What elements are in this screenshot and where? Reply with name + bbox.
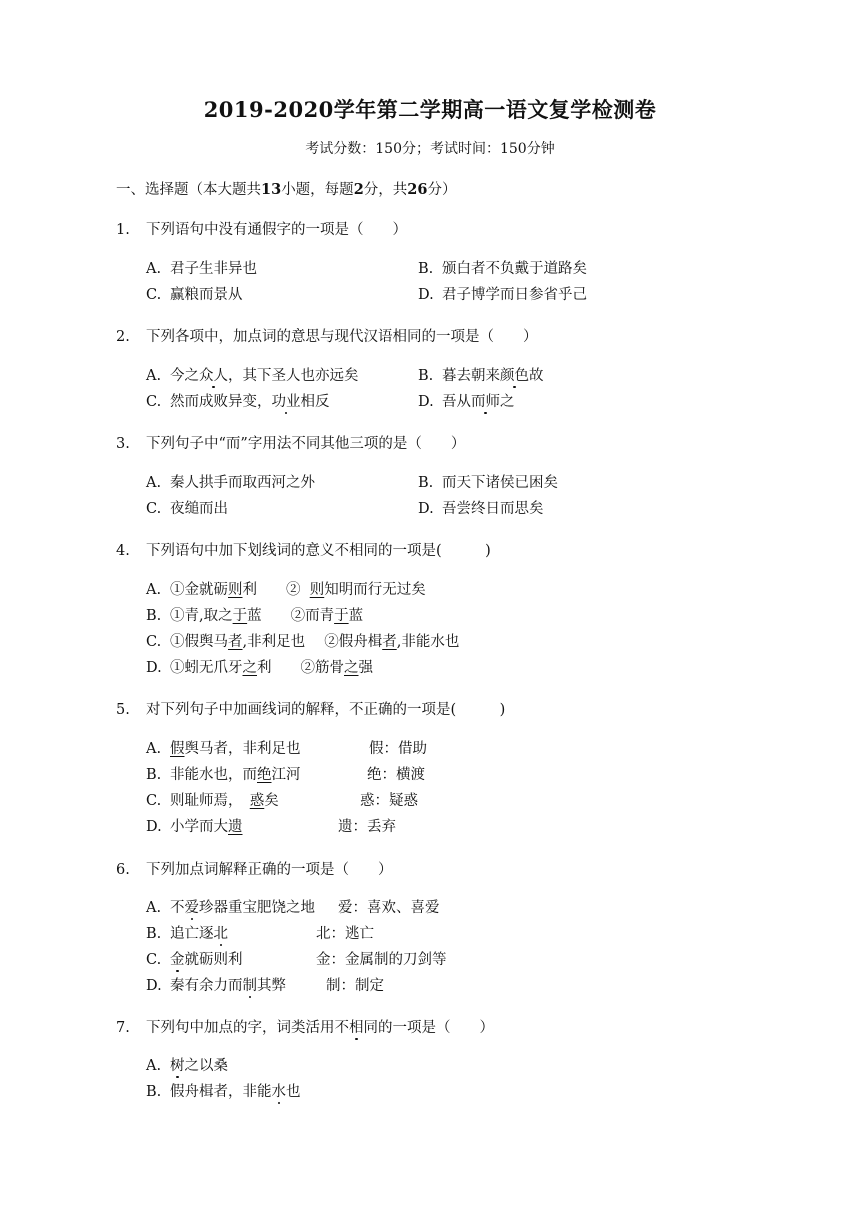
option-b: B. 非能水也，而绝江河 绝：横渡 [146,762,706,788]
question-2-options [146,363,706,415]
dotted-word: 爱 [184,900,199,916]
option-a: A. 假舆马者，非利足也 假：借助 [146,736,706,762]
option-d: D. ①蚓无爪牙之利 ②筋骨之强 [146,660,373,676]
option-a: A. 今之众人，其下圣人也亦远矣 [146,368,359,384]
gloss: 北：逃亡 [316,926,374,942]
option-d: D. 吾从而师之 [418,394,515,410]
option-d: D. 秦有余力而制其弊 制：制定 [146,973,706,999]
dotted-word: 众人 [199,368,228,384]
underlined-word: 于 [334,608,349,624]
underlined-word: 于 [232,608,248,624]
option-a: A. ①金就砺则利 ② 则知明而行无过矣 [146,582,426,598]
gloss: 遗：丢弃 [338,819,396,835]
underlined-word: 假 [170,741,185,757]
option-b: B. 追亡逐北 北：逃亡 [146,921,706,947]
question-1-stem: 1. 下列语句中没有通假字的一项是（ ） [116,222,407,238]
option-d: D. 小学而大遗 遗：丢弃 [146,814,706,840]
dotted-word: 制 [242,978,257,994]
question-6-stem: 6. 下列加点词解释正确的一项是（ ） [116,862,393,878]
underlined-word: 者 [382,634,397,650]
question-6-options [146,895,706,999]
question-4-options [146,577,706,681]
question-2-stem: 2. 下列各项中，加点词的意思与现代汉语相同的一项是（ ） [116,329,538,345]
option-b: B. 假舟楫者，非能水也 [146,1084,301,1100]
question-3-stem: 3. 下列句子中“而”字用法不同其他三项的是（ ） [116,436,466,452]
underlined-word: 则 [228,582,243,598]
dotted-word: 不相同 [334,1020,378,1036]
option-c: C. 金就砺则利 金：金属制的刀剑等 [146,947,706,973]
gloss: 金：金属制的刀剑等 [316,952,447,968]
question-3-options [146,470,706,522]
underlined-word: 之 [344,660,359,676]
underlined-word: 惑 [249,793,265,809]
option-d: D. 君子博学而日参省乎己 [418,287,587,303]
question-5-options [146,736,706,840]
gloss: 制：制定 [326,978,384,994]
option-b: B. 颁白者不负戴于道路矣 [418,261,587,277]
option-c: C. 赢粮而景从 [146,287,243,303]
option-c: C. ①假舆马者,非利足也 ②假舟楫者,非能水也 [146,634,460,650]
exam-info: 考试分数：150分；考试时间：150分钟 [305,141,555,157]
option-b: B. 而天下诸侯已困矣 [418,475,558,491]
page-title: 2019-2020学年第二学期高一语文复学检测卷 [203,97,657,122]
underlined-word: 绝 [257,767,272,783]
question-1-options [146,256,706,308]
option-c: C. 则耻师焉， 惑矣 惑：疑惑 [146,788,706,814]
gloss: 假：借助 [369,741,427,757]
option-a: A. 树之以桑 [146,1058,228,1074]
gloss: 绝：横渡 [367,767,425,783]
question-5-stem: 5. 对下列句子中加画线词的解释，不正确的一项是( ) [116,702,506,718]
option-c: C. 然而成败异变，功业相反 [146,394,330,410]
option-d: D. 吾尝终日而思矣 [418,501,544,517]
question-7-options [146,1053,706,1105]
option-c: C. 夜缒而出 [146,501,228,517]
option-a: A. 不爱珍器重宝肥饶之地 爱：喜欢、喜爱 [146,895,706,921]
section-heading: 一、选择题（本大题共13小题，每题2分，共26分） [116,181,457,198]
option-a: A. 君子生非异也 [146,261,257,277]
gloss: 惑：疑惑 [360,793,418,809]
question-7-stem: 7. 下列句中加点的字，词类活用不相同的一项是（ ） [116,1020,494,1036]
option-a: A. 秦人拱手而取西河之外 [146,475,315,491]
gloss: 爱：喜欢、喜爱 [338,900,440,916]
dotted-word: 而师 [471,394,500,410]
dotted-word: 水 [271,1084,286,1100]
dotted-word: 北 [213,926,228,942]
underlined-word: 之 [242,660,257,676]
option-b: B. ①青,取之于蓝 ②而青于蓝 [146,608,364,624]
dotted-word: 树 [170,1058,185,1074]
dotted-word: 颜色 [500,368,529,384]
underlined-word: 者 [228,634,243,650]
underlined-word: 遗 [228,819,243,835]
option-b: B. 暮去朝来颜色故 [418,368,544,384]
dotted-word: 功业 [271,394,301,410]
underlined-word: 则 [309,582,325,598]
dotted-word: 金 [170,952,185,968]
question-4-stem: 4. 下列语句中加下划线词的意义不相同的一项是( ) [116,543,491,559]
